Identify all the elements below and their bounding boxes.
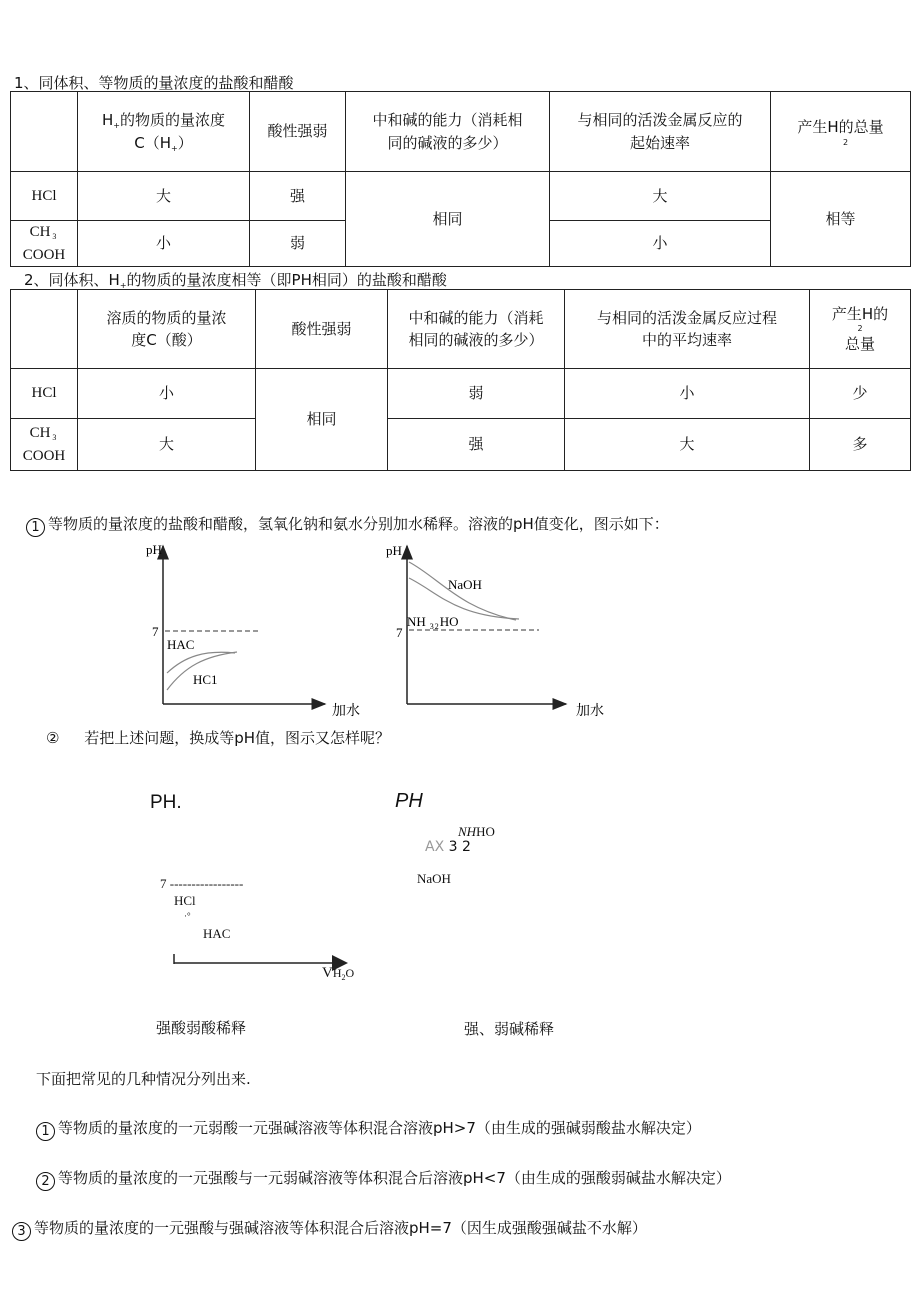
seven-label: 7 [396,625,403,640]
graph3-seven-line: 7 ----------------- [160,876,244,891]
graph3-ylabel: PH. [150,792,182,813]
table1-merged-neutral: 相同 [346,172,550,267]
summary-item-number: 2 [36,1172,55,1191]
seven-label: 7 [152,624,159,639]
table-cell: 弱 [388,369,565,419]
table-2 [10,289,911,471]
table2-header-blank [11,290,78,369]
table1-header-row [11,92,911,172]
row-label: CH 3COOH [11,419,78,471]
table-cell: 强 [250,172,346,221]
summary-item-text: 等物质的量浓度的一元弱酸一元强碱溶液等体积混合溶液pH>7（由生成的强碱弱酸盐水解决定） [58,1119,701,1137]
table2-header-solute: 溶质的物质的量浓 度C（酸） [78,290,256,369]
graph3-caption: 强酸弱酸稀释 [156,1019,247,1037]
summary-item [36,1167,731,1191]
section1-title: 1、同体积、等物质的量浓度的盐酸和醋酸 [14,74,294,92]
summary-item [12,1217,647,1241]
graph3-hac-label: HAC [203,926,231,941]
row-label: CH 3COOH [11,221,78,267]
table-cell: 弱 [250,221,346,267]
table1-header-h2: 产生H的总量 2 [771,92,911,172]
table2-header-h2: 产生H的 2 总量 [810,290,911,369]
summary-intro: 下面把常见的几种情况分列出来. [36,1070,251,1088]
note2 [46,727,390,748]
table-1 [10,91,911,267]
table-cell: 大 [78,419,256,471]
table-cell: 小 [550,221,771,267]
table-cell: 大 [550,172,771,221]
x-axis-label: 加水 [332,704,360,719]
section2-title: 2、同体积、H+的物质的量浓度相等（即PH相同）的盐酸和醋酸 [24,271,447,290]
graph3-hcl-label: HCl [174,893,196,908]
summary-item-number: 1 [36,1122,55,1141]
table-cell: 强 [388,419,565,471]
table2-header-neutral: 中和碱的能力（消耗 相同的碱液的多少） [388,290,565,369]
hac-label: HAC [167,637,195,652]
table2-header-rate: 与相同的活泼金属反应过程 中的平均速率 [565,290,810,369]
table-cell: 小 [78,221,250,267]
x-axis-label: 加水 [576,704,604,719]
table2-header-acidity: 酸性强弱 [256,290,388,369]
summary-item-number: 3 [12,1222,31,1241]
table-row [11,172,911,221]
y-axis-label: pH [386,543,402,558]
table-cell: 小 [565,369,810,419]
naoh-label: NaOH [448,577,482,592]
note2-number: ② [46,729,60,747]
table-cell: 大 [565,419,810,471]
table-row [11,369,911,419]
table1-header-neutral: 中和碱的能力（消耗相 同的碱液的多少） [346,92,550,172]
table1-header-c-h: H+的物质的量浓度 C（H+） [78,92,250,172]
summary-item-text: 等物质的量浓度的一元强酸与强碱溶液等体积混合后溶液pH=7（因生成强酸强碱盐不水解） [34,1219,647,1237]
y-axis-label: pH [146,542,162,557]
table-row [11,419,911,471]
hcl-label: HC1 [193,672,218,687]
table-cell: 小 [78,369,256,419]
table1-header-blank [11,92,78,172]
graph-acid-dilution [140,538,360,723]
row-label: HCl [11,369,78,419]
graph4-caption: 强、弱碱稀释 [464,1020,555,1038]
table1-header-acidity: 酸性强弱 [250,92,346,172]
note1 [26,513,669,537]
table2-merged-acidity: 相同 [256,369,388,471]
table-cell: 少 [810,369,911,419]
graph-base-dilution [384,538,614,723]
graph3-x-label: VH2O [322,965,355,982]
note1-number: 1 [26,518,45,537]
graph4-ax-label: AX 3 2 [425,839,471,855]
graph4-naoh-label: NaOH [417,871,451,886]
table-cell: 大 [78,172,250,221]
summary-item-text: 等物质的量浓度的一元强酸与一元弱碱溶液等体积混合后溶液pH<7（由生成的强酸弱碱盐水解决定） [58,1169,731,1187]
summary-item [36,1117,701,1141]
note1-text: 等物质的量浓度的盐酸和醋酸，氢氧化钠和氨水分别加水稀释。溶液的pH值变化，图示如下： [48,515,669,533]
table1-merged-h2: 相等 [771,172,911,267]
graph3-dot: ·° [184,911,191,921]
table2-header-row [11,290,911,369]
table-cell: 多 [810,419,911,471]
graph4-nh-label: NHHO [458,824,495,839]
hac-curve [167,652,235,673]
row-label: HCl [11,172,78,221]
table1-header-rate: 与相同的活泼金属反应的 起始速率 [550,92,771,172]
graph4-ylabel: PH [395,790,423,812]
nh3-label: NH $_3$2HO [407,614,459,631]
note2-text: 若把上述问题，换成等pH值，图示又怎样呢？ [84,729,391,747]
